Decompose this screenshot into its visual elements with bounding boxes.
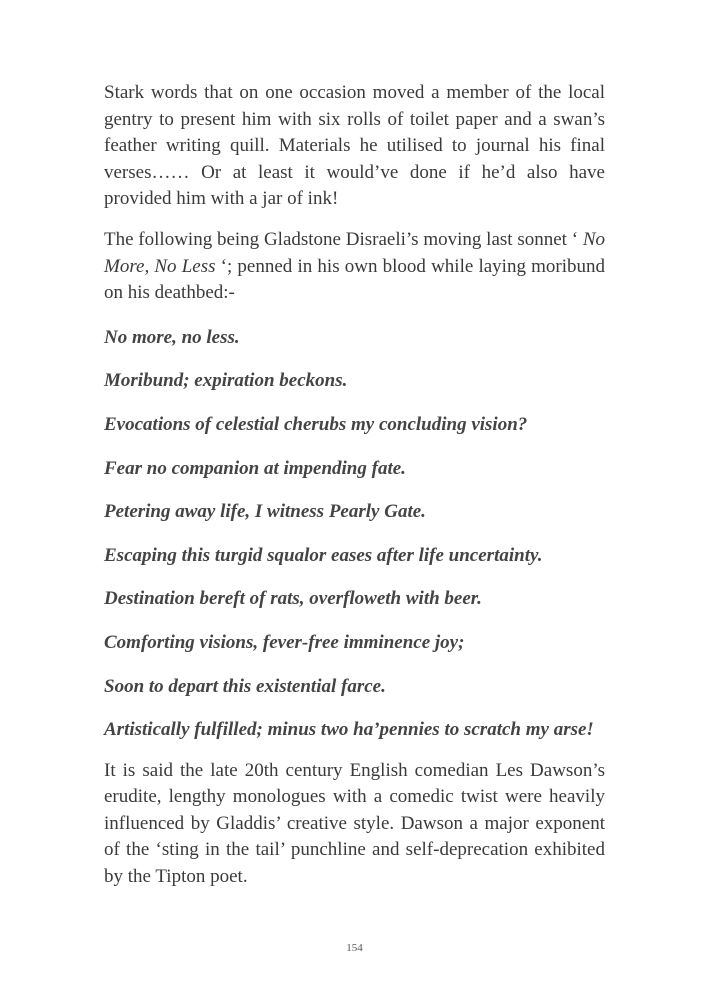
paragraph-les-dawson: It is said the late 20th century English comedian Les Dawson’s erudite, lengthy monologues with a comedic twist were heavily influenced by Gladdis’ creative style. Dawson a major exponent of the ‘sting in the tail’ punchline and self-deprecation exhibited by the Tipton poet. [104, 759, 605, 888]
sonnet-title: No More, No Less [104, 228, 605, 277]
sonnet-line-7: Destination bereft of rats, overfloweth with beer. [104, 588, 482, 610]
sonnet-intro-text-start: The following being Gladstone Disraeli’s moving last sonnet ‘ [104, 228, 583, 250]
sonnet-line-5: Petering away life, I witness Pearly Gate. [104, 501, 426, 523]
sonnet-line-9: Soon to depart this existential farce. [104, 675, 386, 697]
page-number: 154 [346, 942, 363, 954]
sonnet-line-4: Fear no companion at impending fate. [104, 457, 406, 479]
sonnet-line-10: Artistically fulfilled; minus two ha’pennies to scratch my arse! [104, 719, 594, 741]
paragraph-intro: Stark words that on one occasion moved a member of the local gentry to present him with six rolls of toilet paper and a swan’s feather writing quill. Materials he utilised to journal his final verses…… Or at least it would’ve done if he’d also have provided him with a jar of ink! [104, 82, 605, 210]
paragraph-sonnet-intro [104, 227, 605, 307]
sonnet-line-8: Comforting visions, fever-free imminence joy; [104, 631, 465, 653]
sonnet-line-2: Moribund; expiration beckons. [104, 370, 348, 392]
sonnet-line-3: Evocations of celestial cherubs my concluding vision? [104, 413, 528, 435]
page-body [104, 80, 605, 905]
sonnet-line-1: No more, no less. [104, 326, 240, 348]
sonnet-intro-text-end: ‘; penned in his own blood while laying moribund on his deathbed:- [104, 255, 605, 304]
sonnet-line-6: Escaping this turgid squalor eases after life uncertainty. [104, 544, 543, 566]
